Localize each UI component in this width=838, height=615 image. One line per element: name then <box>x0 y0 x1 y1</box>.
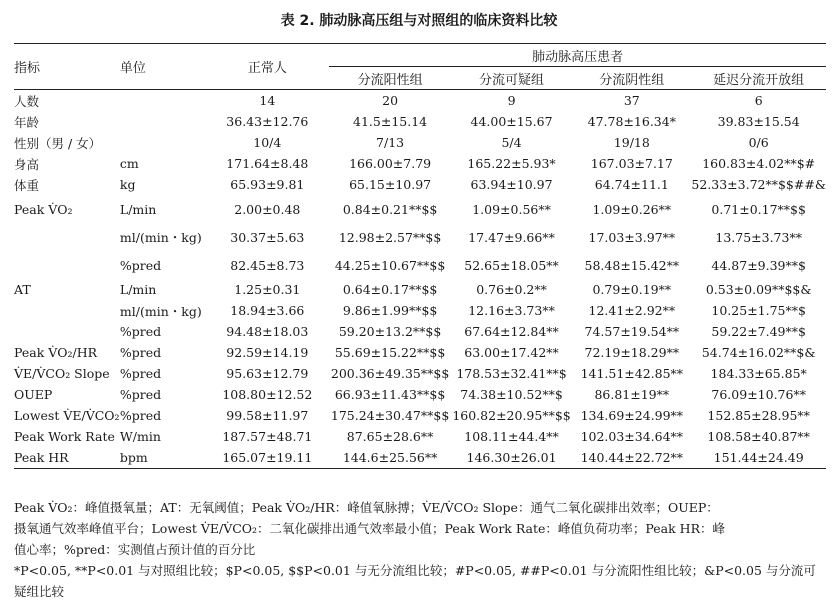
cell-value: 39.83±15.54 <box>717 114 800 129</box>
cell-value: 36.43±12.76 <box>226 114 309 129</box>
header-group: 延迟分流开放组 <box>691 67 826 90</box>
cell-value: 0.53±0.09**$$& <box>705 282 812 297</box>
table-row <box>14 132 826 153</box>
table-row <box>14 426 826 447</box>
cell-value: 0/6 <box>748 135 769 150</box>
header-unit: 单位 <box>120 44 205 90</box>
table-row <box>14 279 826 300</box>
table-row <box>14 342 826 363</box>
cell-value: 87.65±28.6** <box>346 429 434 444</box>
table-row <box>14 195 826 223</box>
row-label <box>14 321 120 342</box>
cell-value: 146.30±26.01 <box>451 447 572 469</box>
table-row <box>14 174 826 195</box>
table-row <box>14 384 826 405</box>
cell-value: 178.53±32.41**$ <box>456 366 567 381</box>
row-unit <box>120 90 205 112</box>
cell-value: 102.03±34.64** <box>580 429 684 444</box>
table-row <box>14 300 826 321</box>
cell-value: 63.00±17.42** <box>464 345 559 360</box>
cell-value: 19/18 <box>613 135 650 150</box>
cell-value: 2.00±0.48 <box>234 201 301 217</box>
cell-value: 65.15±10.97 <box>349 177 432 192</box>
cell-value: 94.48±18.03 <box>226 324 309 339</box>
row-unit: ml/(min・kg) <box>119 303 202 319</box>
table-row <box>14 153 826 174</box>
row-label: V̇E/V̇CO₂ Slope <box>14 366 110 381</box>
cell-value: 54.74±16.02**$& <box>701 345 816 360</box>
row-label: Peak V̇O₂/HR <box>14 345 98 360</box>
row-label: 年龄 <box>14 114 40 130</box>
cell-value: 99.58±11.97 <box>226 408 309 423</box>
cell-value: 165.22±5.93* <box>467 156 556 171</box>
cell-value: 0.76±0.2** <box>476 282 547 297</box>
cell-value: 37 <box>623 93 640 108</box>
row-unit <box>120 132 205 153</box>
cell-value: 44.25±10.67**$$ <box>334 257 446 273</box>
header-indicator: 指标 <box>14 44 120 90</box>
row-unit: bpm <box>120 447 205 469</box>
header-group: 分流阳性组 <box>329 67 450 90</box>
cell-value: 59.22±7.49**$ <box>711 324 806 339</box>
cell-value: 76.09±10.76** <box>711 387 806 402</box>
cell-value: 9 <box>507 93 516 108</box>
row-label: 身高 <box>14 156 40 172</box>
cell-value: 41.5±15.14 <box>353 114 428 129</box>
row-label: Peak Work Rate <box>14 429 115 444</box>
clinical-data-table <box>14 43 826 469</box>
table-row <box>14 321 826 342</box>
cell-value: 171.64±8.48 <box>226 156 309 171</box>
cell-value: 200.36±49.35**$$ <box>330 366 450 381</box>
cell-value: 74.57±19.54** <box>584 324 680 339</box>
cell-value: 59.20±13.2**$$ <box>338 324 442 339</box>
header-group: 分流阴性组 <box>572 67 691 90</box>
cell-value: 12.16±3.73** <box>468 303 555 318</box>
cell-value: 160.83±4.02**$# <box>702 156 816 171</box>
cell-value: 67.64±12.84** <box>464 324 559 339</box>
row-label: Lowest V̇E/V̇CO₂ <box>14 408 120 423</box>
cell-value: 18.94±3.66 <box>230 303 305 318</box>
cell-value: 175.24±30.47**$$ <box>330 408 450 423</box>
row-label: Peak V̇O₂ <box>14 201 73 217</box>
cell-value: 144.6±25.56** <box>329 447 450 469</box>
cell-value: 47.78±16.34* <box>587 114 676 129</box>
cell-value: 17.47±9.66** <box>468 229 555 245</box>
cell-value: 14 <box>259 93 276 108</box>
cell-value: 44.00±15.67 <box>470 114 553 129</box>
cell-value: 141.51±42.85** <box>580 366 684 381</box>
cell-value: 1.25±0.31 <box>234 282 301 297</box>
table-row <box>14 405 826 426</box>
cell-value: 92.59±14.19 <box>226 345 309 360</box>
cell-value: 74.38±10.52**$ <box>460 387 563 402</box>
cell-value: 108.11±44.4** <box>464 429 559 444</box>
cell-value: 55.69±15.22**$$ <box>334 345 446 360</box>
cell-value: 86.81±19** <box>594 387 670 402</box>
row-unit: ml/(min・kg) <box>119 230 202 245</box>
cell-value: 82.45±8.73 <box>230 257 305 273</box>
cell-value: 58.48±15.42** <box>584 257 680 273</box>
table-row <box>14 447 826 469</box>
cell-value: 52.33±3.72**$$##& <box>691 177 826 192</box>
header-group: 分流可疑组 <box>451 67 572 90</box>
row-unit: %pred <box>119 257 162 273</box>
table-row <box>14 223 826 251</box>
cell-value: 187.57±48.71 <box>222 429 313 444</box>
notes-line: 值心率；%pred：实测值占预计值的百分比 <box>14 542 256 557</box>
cell-value: 65.93±9.81 <box>230 177 305 192</box>
header-normal: 正常人 <box>205 44 329 90</box>
row-label: 体重 <box>14 177 40 193</box>
table-row <box>14 363 826 384</box>
cell-value: 1.09±0.26** <box>592 201 672 217</box>
row-label: 人数 <box>14 93 40 109</box>
row-unit: %pred <box>119 387 162 402</box>
row-label <box>14 223 120 251</box>
cell-value: 63.94±10.97 <box>470 177 553 192</box>
table-caption: 表 2. 肺动脉高压组与对照组的临床资料比较 <box>280 13 558 29</box>
cell-value: 166.00±7.79 <box>349 156 432 171</box>
table-notes <box>14 497 826 602</box>
cell-value: 10/4 <box>253 135 282 150</box>
row-unit: W/min <box>119 429 161 444</box>
cell-value: 12.98±2.57**$$ <box>338 229 442 245</box>
cell-value: 10.25±1.75**$ <box>711 303 806 318</box>
table-row <box>14 111 826 132</box>
cell-value: 167.03±7.17 <box>590 156 673 171</box>
cell-value: 12.41±2.92** <box>588 303 676 318</box>
row-unit: %pred <box>119 345 162 360</box>
cell-value: 30.37±5.63 <box>230 229 305 245</box>
table-row <box>14 251 826 279</box>
cell-value: 140.44±22.72** <box>572 447 691 469</box>
cell-value: 1.09±0.56** <box>472 201 551 217</box>
row-label: AT <box>14 282 31 297</box>
row-unit: %pred <box>119 366 162 381</box>
row-unit: %pred <box>119 324 162 339</box>
notes-line: Peak V̇O₂：峰值摄氧量；AT：无氧阈值；Peak V̇O₂/HR：峰值氧脉搏；V̇E/V̇CO₂ Slope：通气二氧化碳排出效率；OUEP： <box>14 500 719 515</box>
cell-value: 13.75±3.73** <box>715 229 802 245</box>
cell-value: 151.44±24.49 <box>691 447 826 469</box>
cell-value: 44.87±9.39**$ <box>711 257 806 273</box>
cell-value: 160.82±20.95**$$ <box>452 408 571 423</box>
table-row <box>14 90 826 112</box>
row-unit <box>120 111 205 132</box>
cell-value: 108.80±12.52 <box>222 387 313 402</box>
row-unit: L/min <box>119 282 157 297</box>
cell-value: 5/4 <box>501 135 522 150</box>
header-patients: 肺动脉高压患者 <box>329 44 826 67</box>
cell-value: 0.71±0.17**$$ <box>711 201 806 217</box>
notes-line: *P<0.05, **P<0.01 与对照组比较；$P<0.05, $$P<0.01 与无分流组比较；#P<0.05, ##P<0.01 与分流阳性组比较；&P<0.05 与分流可 <box>14 563 816 578</box>
cell-value: 184.33±65.85* <box>710 366 807 381</box>
cell-value: 52.65±18.05** <box>464 257 559 273</box>
row-unit: cm <box>119 156 139 171</box>
cell-value: 64.74±11.1 <box>594 177 669 192</box>
cell-value: 0.64±0.17**$$ <box>342 282 438 297</box>
notes-line: 摄氧通气效率峰值平台；Lowest V̇E/V̇CO₂：二氧化碳排出通气效率最小值；Peak Work Rate：峰值负荷功率；Peak HR：峰 <box>14 521 725 536</box>
row-label <box>14 300 120 321</box>
cell-value: 165.07±19.11 <box>205 447 329 469</box>
cell-value: 95.63±12.79 <box>226 366 309 381</box>
cell-value: 0.84±0.21**$$ <box>342 201 438 217</box>
cell-value: 0.79±0.19** <box>592 282 672 297</box>
cell-value: 152.85±28.95** <box>707 408 810 423</box>
row-label: Peak HR <box>14 447 120 469</box>
cell-value: 66.93±11.43**$$ <box>334 387 446 402</box>
cell-value: 72.19±18.29** <box>584 345 680 360</box>
cell-value: 134.69±24.99** <box>580 408 684 423</box>
row-unit: %pred <box>119 408 162 423</box>
notes-line: 疑组比较 <box>14 584 65 599</box>
cell-value: 7/13 <box>376 135 405 150</box>
cell-value: 17.03±3.97** <box>588 229 676 245</box>
cell-value: 6 <box>754 93 763 108</box>
row-label: 性别（男 / 女） <box>14 135 102 151</box>
row-label: OUEP <box>14 387 53 402</box>
row-unit: kg <box>119 177 136 192</box>
cell-value: 9.86±1.99**$$ <box>342 303 438 318</box>
cell-value: 108.58±40.87** <box>707 429 810 444</box>
row-label <box>14 251 120 279</box>
cell-value: 20 <box>382 93 399 108</box>
row-unit: L/min <box>119 201 157 217</box>
